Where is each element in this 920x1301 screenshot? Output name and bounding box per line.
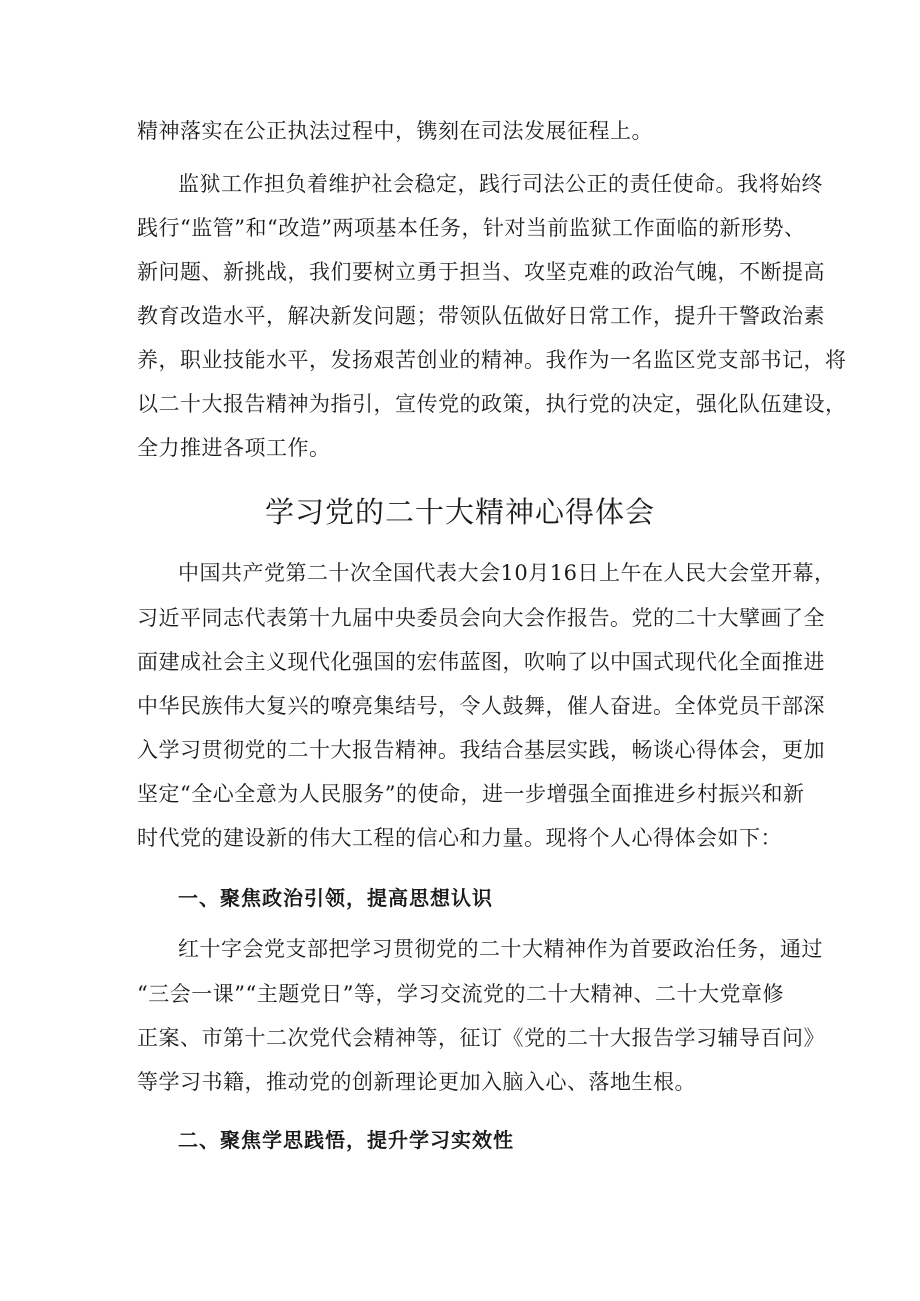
paragraph-line: 全力推进各项工作。 xyxy=(137,436,331,460)
paragraph-line: 践行“监管”和“改造”两项基本任务，针对当前监狱工作面临的新形势、 xyxy=(137,216,806,240)
paragraph-line: 监狱工作担负着维护社会稳定，践行司法公正的责任使命。我将始终 xyxy=(178,172,823,196)
paragraph-line: 面建成社会主义现代化强国的宏伟蓝图，吹响了以中国式现代化全面推进 xyxy=(137,650,825,674)
paragraph-line: 教育改造水平，解决新发问题；带领队伍做好日常工作，提升干警政治素 xyxy=(137,304,825,328)
paragraph-line: 坚定“全心全意为人民服务”的使命，进一步增强全面推进乡村振兴和新 xyxy=(137,782,805,806)
document-title: 学习党的二十大精神心得体会 xyxy=(264,495,655,529)
paragraph-line: 时代党的建设新的伟大工程的信心和力量。现将个人心得体会如下： xyxy=(137,826,782,850)
paragraph-line: 中国共产党第二十次全国代表大会10月16日上午在人民大会堂开幕， xyxy=(178,561,836,585)
paragraph-line: 以二十大报告精神为指引，宣传党的政策，执行党的决定，强化队伍建设， xyxy=(137,392,847,416)
paragraph-line: 养，职业技能水平，发扬艰苦创业的精神。我作为一名监区党支部书记，将 xyxy=(137,348,847,372)
paragraph-line: 入学习贯彻党的二十大报告精神。我结合基层实践，畅谈心得体会，更加 xyxy=(137,738,825,762)
paragraph-line: “三会一课”“主题党日”等，学习交流党的二十大精神、二十大党章修 xyxy=(137,982,784,1006)
intro-line: 精神落实在公正执法过程中，镌刻在司法发展征程上。 xyxy=(137,119,653,143)
paragraph-line: 新问题、新挑战，我们要树立勇于担当、攻坚克难的政治气魄，不断提高 xyxy=(137,260,825,284)
paragraph-line: 等学习书籍，推动党的创新理论更加入脑入心、落地生根。 xyxy=(137,1070,696,1094)
section-heading-2: 二、聚焦学思践悟，提升学习实效性 xyxy=(178,1128,514,1152)
paragraph-line: 红十字会党支部把学习贯彻党的二十大精神作为首要政治任务，通过 xyxy=(178,937,823,961)
paragraph-line: 正案、市第十二次党代会精神等，征订《党的二十大报告学习辅导百问》 xyxy=(137,1026,825,1050)
paragraph-line: 习近平同志代表第十九届中央委员会向大会作报告。党的二十大擘画了全 xyxy=(137,606,825,630)
section-heading-1: 一、聚焦政治引领，提高思想认识 xyxy=(178,886,493,910)
paragraph-line: 中华民族伟大复兴的嘹亮集结号，令人鼓舞，催人奋进。全体党员干部深 xyxy=(137,694,825,718)
